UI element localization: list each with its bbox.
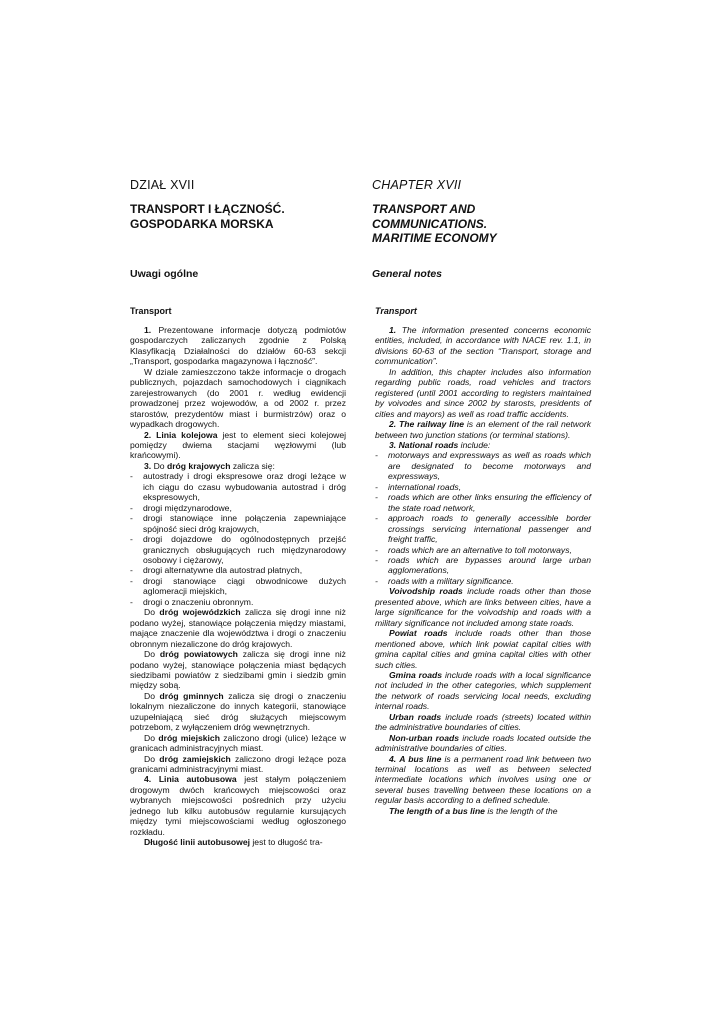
chapter-label: DZIAŁ XVII <box>130 178 195 192</box>
chapter-title <box>372 202 588 246</box>
paragraph: Urban roads include roads (streets) located within the administrative boundaries of cities. <box>375 711 591 733</box>
road-list <box>130 471 346 607</box>
english-column <box>372 178 588 246</box>
paragraph: 3. Do dróg krajowych zalicza się: <box>144 460 275 471</box>
polish-column <box>130 178 346 231</box>
paragraph: Do dróg wojewódzkich zalicza się drogi inne niż podano wyżej, stanowiące połączenia między miastami, mające znaczenie dla województwa i drogi o znaczeniu obronnym niezaliczone do dróg krajowych. <box>130 607 346 649</box>
paragraph: Non-urban roads include roads located outside the administrative boundaries of cities. <box>375 732 591 754</box>
chapter-title-line1: TRANSPORT AND COMMUNICATIONS. <box>372 202 488 231</box>
list-item: - approach roads to generally accessible border crossings servicing international passenger and freight traffic, <box>375 513 591 544</box>
english-body <box>375 325 591 816</box>
paragraph: 2. Linia kolejowa jest to element sieci kolejowej pomiędzy dwiema stacjami węzłowymi (lub krańcowymi). <box>130 429 347 461</box>
chapter-title-line2: GOSPODARKA MORSKA <box>130 216 274 231</box>
paragraph: Długość linii autobusowej jest to długość tra- <box>144 837 323 848</box>
paragraph: 1. Prezentowane informacje dotyczą podmiotów gospodarczych zaliczanych zgodnie z Polską Klasyfikacją Działalności do działów 60-63 sekcji „Transport, gospodarka magazynowa i łączność”. <box>130 325 347 367</box>
section-heading: Transport <box>375 306 417 316</box>
paragraph: 4. A bus line is a permanent road link between two terminal locations as well as between selected intermediate locations which involves using one or several buses travelling between these locations on a regular basis according to a defined schedule. <box>375 753 592 806</box>
chapter-title <box>130 202 346 231</box>
list-item: - autostrady i drogi ekspresowe oraz drogi leżące w ich ciągu do czasu wybudowania autostrad i dróg ekspresowych, <box>130 471 346 502</box>
chapter-title-line2: MARITIME ECONOMY <box>372 231 497 245</box>
chapter-label: CHAPTER XVII <box>372 178 462 192</box>
list-item: - roads which are bypasses around large urban agglomerations, <box>375 555 591 576</box>
notes-heading: Uwagi ogólne <box>130 268 199 280</box>
paragraph: 3. National roads include: <box>389 439 491 450</box>
notes-heading: General notes <box>372 268 443 280</box>
paragraph: Do dróg gminnych zalicza się drogi o znaczeniu lokalnym niezaliczone do innych kategorii, stanowiące uzupełniającą sieć dróg służących miejscowym potrzebom, z wyłączeniem dróg wewnętrznych. <box>130 690 347 733</box>
paragraph: The length of a bus line is the length of the <box>389 805 558 816</box>
list-item: - drogi międzynarodowe, <box>130 503 346 513</box>
road-list <box>375 450 591 586</box>
list-item: - roads with a military significance. <box>375 576 591 586</box>
paragraph: 4. Linia autobusowa jest stałym połączeniem drogowym dwóch krańcowych miejscowości oraz wybranych miejscowości pośrednich przy użyciu jednego lub kilku autobusów regularnie kursujących między tymi miejscowościami według ogłoszonego rozkładu. <box>130 774 346 837</box>
paragraph: 1. The information presented concerns economic entities, included, in accordance with NACE rev. 1.1, in divisions 60-63 of the section “Transport, storage and communication”. <box>375 325 591 367</box>
list-item: - roads which are an alternative to toll motorways, <box>375 545 591 555</box>
paragraph: 2. The railway line is an element of the rail network between two junction stations (or terminal stations). <box>375 419 592 440</box>
section-heading: Transport <box>130 306 172 316</box>
list-item: - motorways and expressways as well as roads which are designated to become motorways and expressways, <box>375 450 591 481</box>
paragraph: Do dróg powiatowych zalicza się drogi inne niż podano wyżej, stanowiące połączenia miast będących siedzibami powiatów z siedzibami gmin i siedzib gmin między sobą. <box>130 649 346 691</box>
paragraph: Do dróg zamiejskich zaliczono drogi leżące poza granicami administracyjnymi miast. <box>130 753 347 775</box>
list-item: - drogi stanowiące ciągi obwodnicowe dużych aglomeracji miejskich, <box>130 576 346 597</box>
list-item: - international roads, <box>375 482 591 492</box>
list-item: - drogi dojazdowe do ogólnodostępnych przejść granicznych obsługujących ruch międzynarodowy osobowy i ciężarowy, <box>130 534 346 565</box>
paragraph: Do dróg miejskich zaliczono drogi (ulice) leżące w granicach administracyjnych miast. <box>130 732 347 754</box>
paragraph: Voivodship roads include roads other than those presented above, which are links between cities, have a large significance for the voivodship and roads with a military significance not included among state roads. <box>375 586 591 628</box>
list-item: - drogi alternatywne dla autostrad płatnych, <box>130 565 346 575</box>
paragraph: In addition, this chapter includes also information regarding public roads, road vehicles and tractors registered (until 2001 according to registers maintained by voivodes and since 2002 by starosts, presidents of cities and mayors) as well as road traffic accidents. <box>375 366 591 419</box>
list-item: - roads which are other links ensuring the efficiency of the state road network, <box>375 492 591 513</box>
chapter-title-line1: TRANSPORT I ŁĄCZNOŚĆ. <box>130 202 285 216</box>
list-item: - drogi stanowiące inne połączenia zapewniające spójność sieci dróg krajowych, <box>130 513 346 534</box>
polish-body <box>130 325 346 848</box>
paragraph: Powiat roads include roads other than those mentioned above, which link powiat capital cities with gmina capital cities and gmina capital cities with other such cities. <box>375 628 592 670</box>
paragraph: W dziale zamieszczono także informacje o drogach publicznych, pojazdach samochodowych i ciągnikach zarejestrowanych (do 2001 r. według ewidencji prowadzonej przez wojewodów, a od 2002 r. przez starostów, prezydentów miast i burmistrzów) oraz o wypadkach drogowych. <box>130 366 346 430</box>
paragraph: Gmina roads include roads with a local significance not included in the other categories, which supplement the network of roads servicing local needs, excluding internal roads. <box>375 669 592 712</box>
list-item: - drogi o znaczeniu obronnym. <box>130 597 346 607</box>
